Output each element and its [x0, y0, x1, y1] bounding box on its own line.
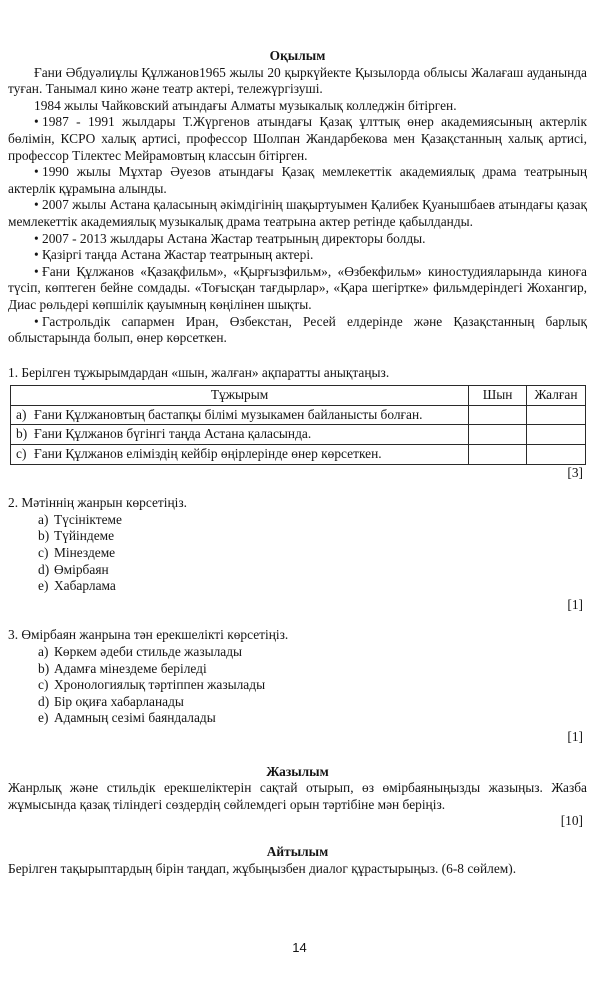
bullet-icon: •	[34, 230, 39, 246]
reading-paragraph: 1984 жылы Чайковский атындағы Алматы музыкалық колледжін бітірген.	[34, 97, 457, 113]
score-label: [1]	[567, 596, 583, 612]
bullet-icon: •	[34, 247, 39, 263]
reading-section	[8, 48, 587, 347]
reading-bullet: • 2007 - 2013 жылдары Астана Жастар театрының директоры болды.	[34, 230, 426, 246]
option-item[interactable]: c) Хронологиялық тәртіппен жазылады	[38, 677, 266, 693]
row-letter: c)	[16, 446, 27, 462]
column-header-false: Жалған	[527, 386, 586, 406]
reading-bullet: • 1987 - 1991 жылдары Т.Жүргенов атындағы Қазақ ұлттық өнер академиясының актерлік бөлімін, КСРО халық артисі, профессор Шолпан Жандарбекова мен Қазақстанның халық артисі, профессор Тілектес Мейрамовтың классын бітірген.	[8, 114, 587, 163]
true-cell[interactable]	[469, 425, 527, 445]
options-list	[8, 512, 587, 595]
option-item[interactable]: c) Мінездеме	[38, 545, 116, 561]
column-header-statement: Тұжырым	[11, 386, 469, 406]
option-item[interactable]: b) Адамға мінездеме беріледі	[38, 660, 207, 676]
reading-bullet: • 2007 жылы Астана қаласының әкімдігінің шақыртуымен Қалибек Қуанышбаев атындағы қазақ мемлекеттік академиялық музыкалық драма театрына актер ретінде қабылданды.	[8, 197, 587, 229]
row-statement: Ғани Құлжанов бүгінгі таңда Астана қаласында.	[34, 426, 312, 442]
score-label: [3]	[567, 464, 583, 480]
writing-section	[8, 764, 587, 830]
reading-bullet: • Қазіргі таңда Астана Жастар театрының актері.	[34, 247, 314, 263]
question-title: 2. Мәтіннің жанрын көрсетіңіз.	[8, 495, 187, 511]
false-cell[interactable]	[527, 405, 586, 425]
speaking-section	[8, 844, 587, 877]
option-item[interactable]: e) Хабарлама	[38, 578, 116, 594]
option-item[interactable]: b) Түйіндеме	[38, 528, 115, 544]
option-item[interactable]: a) Көркем әдеби стильде жазылады	[38, 644, 243, 659]
column-header-true: Шын	[469, 386, 527, 406]
table-row	[11, 425, 586, 445]
options-list	[8, 644, 587, 727]
writing-title: Жазылым	[266, 763, 329, 779]
true-cell[interactable]	[469, 445, 527, 465]
option-item[interactable]: d) Өмірбаян	[38, 561, 109, 577]
question-title: 3. Өмірбаян жанрына тән ерекшелікті көрсетіңіз.	[8, 627, 289, 643]
bullet-icon: •	[34, 114, 39, 130]
true-false-table	[10, 385, 586, 464]
reading-bullet: • Гастрольдік сапармен Иран, Өзбекстан, Ресей елдерінде және Қазақстанның барлық облыстарында болып, өнер көрсеткен.	[8, 313, 587, 346]
option-item[interactable]: d) Бір оқиға хабарланады	[38, 693, 184, 709]
reading-bullet: • 1990 жылы Мұхтар Әуезов атындағы Қазақ мемлекеттік академиялық драма театрының актерлік құрамына алынды.	[8, 164, 587, 196]
question-2	[8, 495, 587, 613]
question-1	[8, 365, 587, 482]
question-title: 1. Берілген тұжырымдардан «шын, жалған» ақпаратты анықтаңыз.	[8, 364, 390, 380]
speaking-title: Айтылым	[266, 843, 329, 859]
row-letter: b)	[16, 426, 28, 442]
question-3	[8, 627, 587, 745]
score-label: [10]	[560, 813, 583, 829]
true-cell[interactable]	[469, 405, 527, 425]
page-number: 14	[292, 940, 307, 955]
false-cell[interactable]	[527, 425, 586, 445]
bullet-icon: •	[34, 263, 39, 279]
reading-bullet: • Ғани Құлжанов «Қазақфильм», «Қырғызфильм», «Өзбекфильм» киностудияларында киноға түсіп, көптеген бейне сомдады. «Тоғысқан тағдырлар», «Қара шегіртке» фильмдеріндегі Жохангир, Диас рөльдері көпшілік қауымның көңілінен шықты.	[8, 263, 587, 312]
row-letter: a)	[16, 406, 27, 422]
reading-paragraph: Ғани Әбдуәлиұлы Құлжанов1965 жылы 20 қыркүйекте Қызылорда облысы Жалағаш ауданында туған. Танымал кино және театр актері, тележүргізуші.	[8, 64, 587, 97]
bullet-icon: •	[34, 164, 39, 180]
table-row	[11, 405, 586, 425]
false-cell[interactable]	[527, 445, 586, 465]
option-item[interactable]: e) Адамның сезімі баяндалады	[38, 710, 216, 726]
writing-task: Жанрлық және стильдік ерекшеліктерін сақтай отырып, өз өмірбаяныңызды жазыңыз. Жазба жұмысында қазақ тіліндегі сөздердің сөйлемдегі орын тәртібіне мән беріңіз.	[8, 780, 587, 812]
option-item[interactable]: a) Түсініктеме	[38, 511, 122, 527]
bullet-icon: •	[34, 313, 39, 329]
row-statement: Ғани Құлжановтың бастапқы білімі музыкамен байланысты болған.	[34, 406, 423, 422]
row-statement: Ғани Құлжанов еліміздің кейбір өңірлерінде өнер көрсеткен.	[34, 446, 382, 462]
table-header-row	[11, 386, 586, 406]
bullet-icon: •	[34, 197, 39, 213]
score-label: [1]	[567, 728, 583, 744]
table-row	[11, 445, 586, 465]
reading-title: Оқылым	[269, 48, 326, 63]
speaking-task: Берілген тақырыптардың бірін таңдап, жұбыңызбен диалог құрастырыңыз. (6-8 сөйлем).	[8, 860, 517, 876]
